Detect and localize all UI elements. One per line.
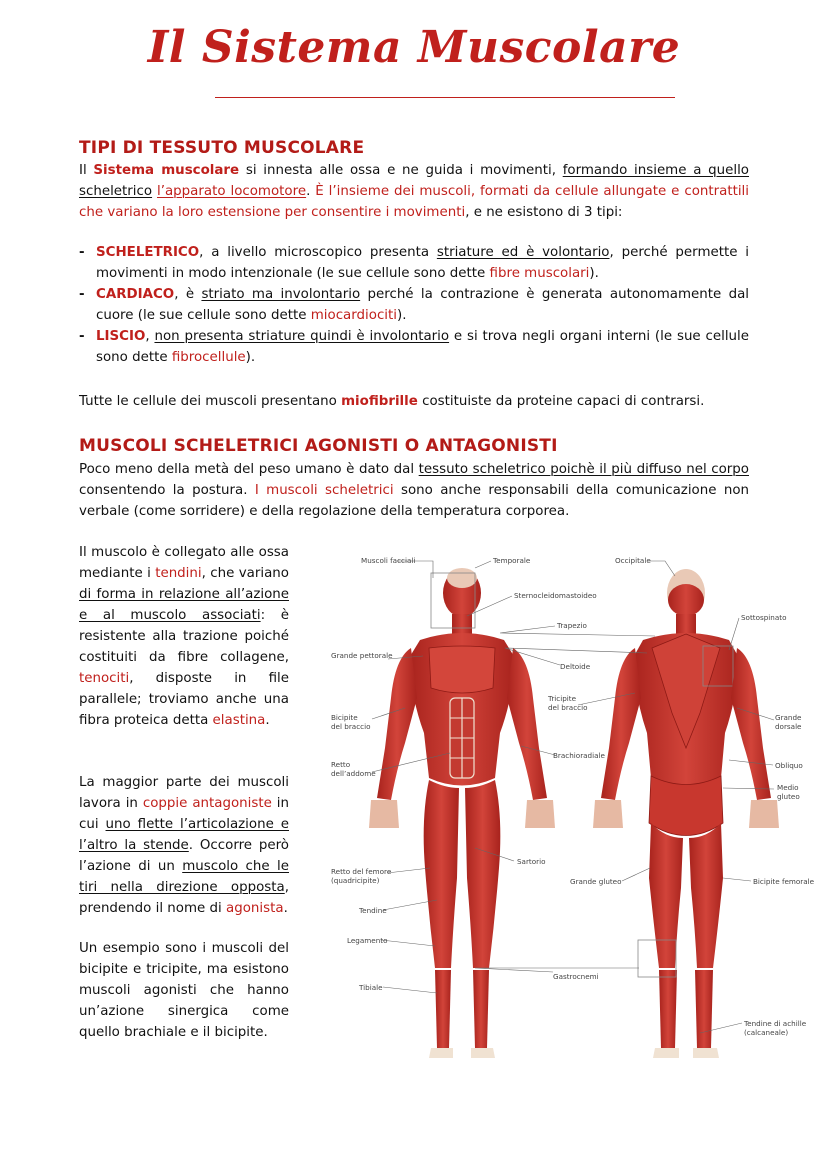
back-body-figure: [593, 569, 779, 1058]
label-deltoide: Deltoide: [560, 662, 591, 671]
label-grande-dorsale-2: dorsale: [775, 722, 802, 731]
label-tendine-achille: Tendine di achille: [744, 1019, 807, 1028]
label-bicipite-2: del braccio: [331, 722, 371, 731]
label-muscoli-facciali: Muscoli facciali: [361, 556, 416, 565]
label-tricipite-2: del braccio: [548, 703, 588, 712]
anatomy-labels: [331, 556, 815, 1037]
label-sartorio: Sartorio: [517, 857, 546, 866]
muscular-system-illustration: [325, 548, 815, 1063]
label-gastrocnemi: Gastrocnemi: [553, 972, 599, 981]
label-retto-addome: Retto: [331, 760, 351, 769]
label-medio-gluteo-2: gluteo: [777, 792, 800, 801]
tendons-paragraph: Il muscolo è collegato alle ossa mediante i tendini, che variano di forma in relazione all’azione e al muscolo associati: è resistente alla trazione poiché costituiti da fibre collagene, tenociti, disposte in file parallele; troviamo anche una fibra proteica detta elastina.: [79, 545, 289, 728]
section-heading-skeletal-muscles: MUSCOLI SCHELETRICI AGONISTI O ANTAGONISTI: [79, 436, 558, 456]
label-tricipite: Tricipite: [548, 694, 577, 703]
label-retto-femore: Retto del femore: [331, 867, 392, 876]
label-tendine-achille-2: (calcaneale): [744, 1028, 789, 1037]
label-temporale: Temporale: [493, 556, 531, 565]
page-title: Il Sistema Muscolare: [147, 22, 681, 73]
label-grande-pettorale: Grande pettorale: [331, 651, 393, 660]
label-grande-dorsale: Grande: [775, 713, 802, 722]
tissue-type-list: [79, 242, 749, 368]
label-sternocleidomastoideo: Sternocleidomastoideo: [514, 591, 597, 600]
label-sottospinato: Sottospinato: [741, 613, 787, 622]
tissue-intro-paragraph: Il Sistema muscolare si innesta alle ossa e ne guida i movimenti, formando insieme a quello scheletrico l’apparato locomotore. È l’insieme dei muscoli, formati da cellule allungate e contrattili che variano la loro estensione per consentire i movimenti, e ne esistono di 3 tipi:: [79, 163, 749, 220]
front-body-figure: [369, 568, 555, 1058]
label-obliquo: Obliquo: [775, 761, 803, 770]
list-item: - LISCIO, non presenta striature quindi è involontario e si trova negli organi interni (le sue cellule sono dette fibrocellule).: [79, 326, 749, 368]
myofibril-paragraph: Tutte le cellule dei muscoli presentano miofibrille costituiste da proteine capaci di contrarsi.: [79, 394, 705, 409]
label-medio-gluteo: Medio: [777, 783, 799, 792]
label-legamento: Legamento: [347, 936, 388, 945]
label-retto-femore-2: (quadricipite): [331, 876, 380, 885]
anatomy-diagram: [325, 548, 815, 1063]
label-bicipite: Bicipite: [331, 713, 358, 722]
section-heading-tissue-types: TIPI DI TESSUTO MUSCOLARE: [79, 138, 365, 158]
label-bicipite-femorale: Bicipite femorale: [753, 877, 815, 886]
label-trapezio: Trapezio: [557, 621, 587, 630]
label-occipitale: Occipitale: [615, 556, 651, 565]
list-item: - CARDIACO, è striato ma involontario perché la contrazione è generata autonomamente dal cuore (le sue cellule sono dette miocardiociti).: [79, 284, 749, 326]
label-retto-addome-2: dell’addome: [331, 769, 376, 778]
label-tibiale: Tibiale: [359, 983, 383, 992]
label-grande-gluteo: Grande gluteo: [570, 877, 622, 886]
title-underline: [215, 97, 675, 98]
label-tendine: Tendine: [359, 906, 387, 915]
skeletal-intro-paragraph: Poco meno della metà del peso umano è dato dal tessuto scheletrico poichè il più diffuso nel corpo consentendo la postura. I muscoli scheletrici sono anche responsabili della comunicazione non verbale (come sorridere) e della regolazione della temperatura corporea.: [79, 462, 749, 519]
list-item: - SCHELETRICO, a livello microscopico presenta striature ed è volontario, perché permette i movimenti in modo intenzionale (le sue cellule sono dette fibre muscolari).: [79, 242, 749, 284]
antagonist-paragraph: La maggior parte dei muscoli lavora in coppie antagoniste in cui uno flette l’articolazione e l’altro la stende. Occorre però l’azione di un muscolo che le tiri nella direzione opposta, prendendo il nome di agonista.: [79, 775, 289, 916]
example-paragraph: Un esempio sono i muscoli del bicipite e tricipite, ma esistono muscoli agonisti che hanno un’azione sinergica come quello brachiale e il bicipite.: [79, 941, 289, 1040]
label-brachioradiale: Brachioradiale: [553, 751, 605, 760]
